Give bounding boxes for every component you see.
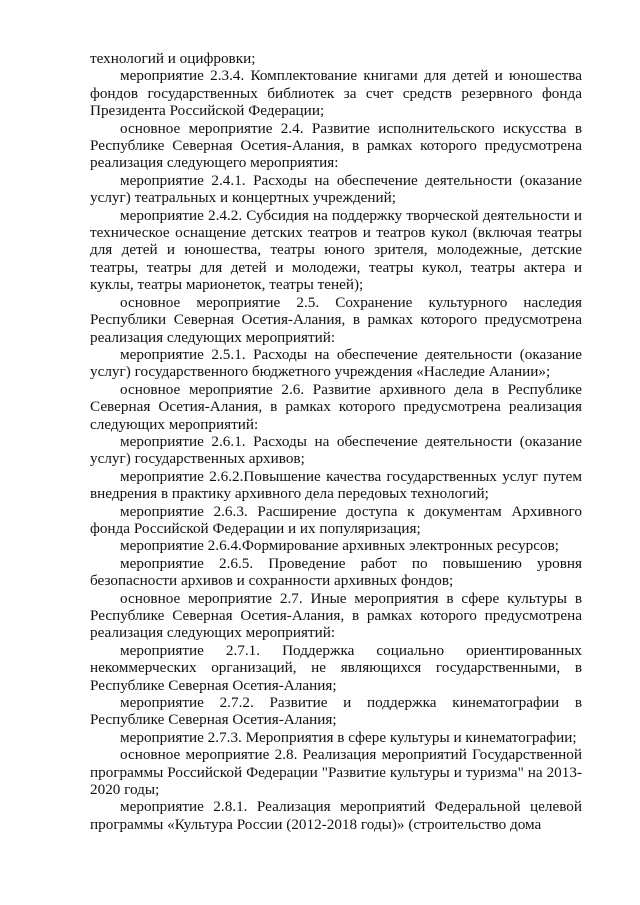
paragraph-main-measure-2-7: основное мероприятие 2.7. Иные мероприятия в сфере культуры в Республике Северная Осетия-Алания, в рамках которого предусмотрена реализация следующих мероприятий: [90, 589, 582, 642]
paragraph-measure-2-7-2: мероприятие 2.7.2. Развитие и поддержка кинематографии в Республике Северная Осетия-Алания; [90, 694, 582, 729]
paragraph-continuation: технологий и оцифровки; [90, 50, 256, 67]
paragraph-measure-2-3-4: мероприятие 2.3.4. Комплектование книгами для детей и юношества фондов государственных библиотек за счет средств резервного фонда Президента Российской Федерации; [90, 67, 582, 120]
paragraph-measure-2-6-2: мероприятие 2.6.2.Повышение качества государственных услуг путем внедрения в практику архивного дела передовых технологий; [90, 467, 582, 503]
paragraph-measure-2-5-1: мероприятие 2.5.1. Расходы на обеспечение деятельности (оказание услуг) государственного бюджетного учреждения «Наследие Алании»; [90, 345, 582, 381]
paragraph-main-measure-2-8: основное мероприятие 2.8. Реализация мероприятий Государственной программы Российской Федерации "Развитие культуры и туризма" на 2013-2020 годы; [90, 746, 582, 799]
paragraph-main-measure-2-5: основное мероприятие 2.5. Сохранение культурного наследия Республики Северная Осетия-Алания, в рамках которого предусмотрена реализация следующих мероприятий: [90, 293, 582, 346]
paragraph-main-measure-2-4: основное мероприятие 2.4. Развитие исполнительского искусства в Республике Северная Осетия-Алания, в рамках которого предусмотрена реализация следующего мероприятия: [90, 119, 582, 172]
paragraph-main-measure-2-6: основное мероприятие 2.6. Развитие архивного дела в Республике Северная Осетия-Алания, в рамках которого предусмотрена реализация следующих мероприятий: [90, 380, 582, 433]
document-page [90, 50, 582, 833]
paragraph-measure-2-7-1: мероприятие 2.7.1. Поддержка социально ориентированных некоммерческих организаций, не являющихся государственными, в Республике Северная Осетия-Алания; [90, 641, 582, 694]
paragraph-measure-2-6-5: мероприятие 2.6.5. Проведение работ по повышению уровня безопасности архивов и сохранности архивных фондов; [90, 554, 582, 590]
paragraph-measure-2-6-3: мероприятие 2.6.3. Расширение доступа к документам Архивного фонда Российской Федерации и их популяризация; [90, 502, 582, 537]
paragraph-measure-2-6-1: мероприятие 2.6.1. Расходы на обеспечение деятельности (оказание услуг) государственных архивов; [90, 432, 582, 468]
paragraph-measure-2-8-1: мероприятие 2.8.1. Реализация мероприятий Федеральной целевой программы «Культура России (2012-2018 годы)» (строительство дома [90, 798, 582, 833]
paragraph-measure-2-4-2: мероприятие 2.4.2. Субсидия на поддержку творческой деятельности и техническое оснащение детских театров и театров кукол (включая театры для детей и юношества, театры юного зрителя, молодежные, детские театры, театры для детей и молодежи, театры кукол, театры актера и куклы, театры марионеток, театры теней); [90, 206, 582, 294]
paragraph-measure-2-4-1: мероприятие 2.4.1. Расходы на обеспечение деятельности (оказание услуг) театральных и концертных учреждений; [90, 171, 582, 207]
paragraph-measure-2-6-4: мероприятие 2.6.4.Формирование архивных электронных ресурсов; [120, 537, 559, 555]
paragraph-measure-2-7-3: мероприятие 2.7.3. Мероприятия в сфере культуры и кинематографии; [120, 728, 577, 746]
